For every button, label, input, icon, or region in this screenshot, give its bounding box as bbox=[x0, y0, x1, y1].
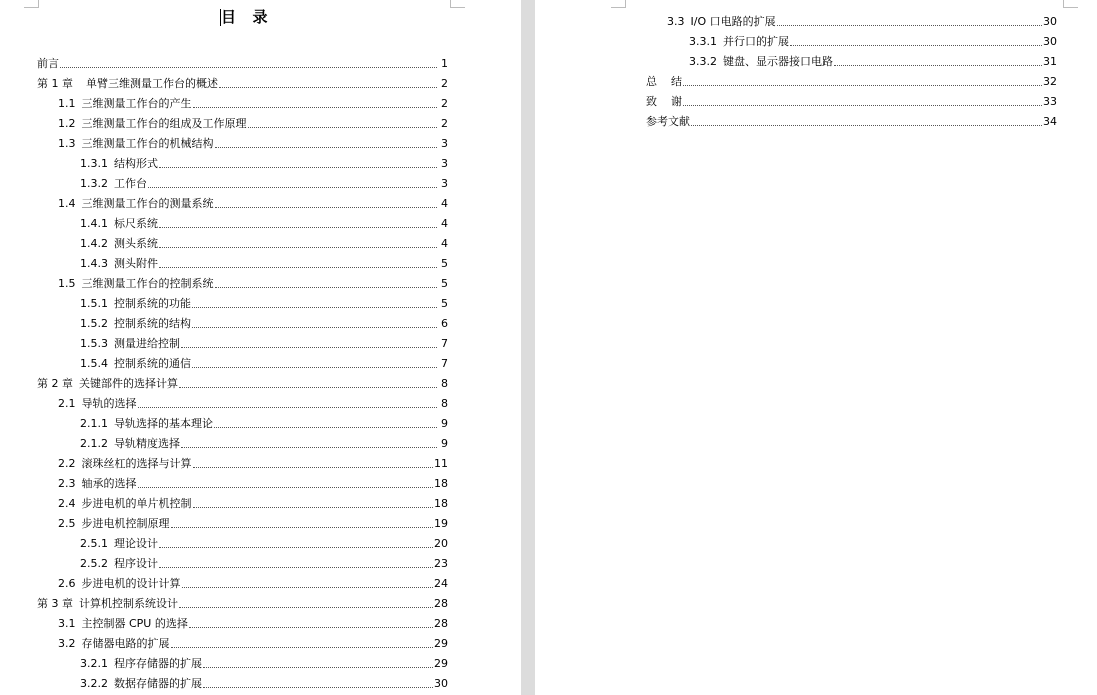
toc-entry[interactable] bbox=[37, 251, 448, 271]
toc-entry-title: 控制系统的通信 bbox=[114, 357, 191, 370]
toc-dot-leader bbox=[214, 427, 437, 428]
toc-entry-number: 2.3 bbox=[58, 477, 76, 490]
toc-entry-page-number: 32 bbox=[1043, 75, 1057, 88]
toc-entry-page-number: 5 bbox=[441, 297, 448, 310]
toc-entry-number: 1.3.2 bbox=[80, 177, 108, 190]
toc-dot-leader bbox=[215, 147, 438, 148]
toc-entry-page-number: 11 bbox=[434, 457, 448, 470]
toc-dot-leader bbox=[192, 327, 437, 328]
toc-dot-leader bbox=[193, 507, 434, 508]
toc-dot-leader bbox=[138, 407, 438, 408]
toc-entry-title: 单臂三维测量工作台的概述 bbox=[79, 77, 218, 90]
toc-dot-leader bbox=[193, 467, 434, 468]
toc-entry-number: 3.2 bbox=[58, 637, 76, 650]
toc-entry[interactable] bbox=[37, 451, 448, 471]
toc-entry[interactable] bbox=[37, 391, 448, 411]
toc-entry-title: I/O 口电路的扩展 bbox=[690, 15, 776, 28]
toc-entry-number: 1.5.2 bbox=[80, 317, 108, 330]
toc-entry-number: 3.3.2 bbox=[689, 55, 717, 68]
toc-entry-page-number: 18 bbox=[434, 477, 448, 490]
toc-entry-page-number: 30 bbox=[434, 677, 448, 690]
toc-entry-page-number: 30 bbox=[1043, 35, 1057, 48]
document-page-right bbox=[535, 0, 1097, 695]
page-margin-mark bbox=[24, 0, 39, 8]
toc-dot-leader bbox=[171, 527, 434, 528]
toc-entry[interactable] bbox=[37, 631, 448, 651]
toc-entry-number: 1.5.4 bbox=[80, 357, 108, 370]
toc-entry-title: 并行口的扩展 bbox=[723, 35, 789, 48]
toc-entry-page-number: 33 bbox=[1043, 95, 1057, 108]
toc-entry-page-number: 28 bbox=[434, 617, 448, 630]
toc-entry-title: 步进电机的设计计算 bbox=[81, 577, 181, 590]
toc-entry-number: 3.2.1 bbox=[80, 657, 108, 670]
toc-entry-title: 三维测量工作台的组成及工作原理 bbox=[81, 117, 247, 130]
toc-entry-number: 2.1 bbox=[58, 397, 76, 410]
toc-entry-page-number: 8 bbox=[441, 397, 448, 410]
toc-entry[interactable] bbox=[37, 271, 448, 291]
toc-entry-number: 1.3 bbox=[58, 137, 76, 150]
toc-entry-title: 测量进给控制 bbox=[114, 337, 180, 350]
toc-entry-number: 3.3 bbox=[667, 15, 685, 28]
toc-dot-leader bbox=[219, 87, 437, 88]
toc-dot-leader bbox=[834, 65, 1042, 66]
toc-entry-page-number: 6 bbox=[441, 317, 448, 330]
toc-entry-number: 2.6 bbox=[58, 577, 76, 590]
toc-entry-number: 1.4 bbox=[58, 197, 76, 210]
toc-entry-number: 3.3.1 bbox=[689, 35, 717, 48]
toc-entry-page-number: 4 bbox=[441, 217, 448, 230]
toc-entry-page-number: 4 bbox=[441, 197, 448, 210]
toc-dot-leader bbox=[203, 667, 433, 668]
toc-dot-leader bbox=[193, 107, 438, 108]
toc-entry[interactable] bbox=[37, 511, 448, 531]
page-margin-mark bbox=[450, 0, 465, 8]
toc-entry-title: 步进电机控制原理 bbox=[81, 517, 170, 530]
toc-entry-title: 控制系统的功能 bbox=[114, 297, 191, 310]
toc-entry-title: 程序设计 bbox=[114, 557, 158, 570]
toc-entry[interactable] bbox=[37, 531, 448, 551]
toc-entry[interactable] bbox=[646, 89, 1057, 109]
toc-entry-title: 轴承的选择 bbox=[81, 477, 137, 490]
toc-entry[interactable] bbox=[37, 131, 448, 151]
toc-entry-title: 导轨选择的基本理论 bbox=[114, 417, 213, 430]
toc-entry-page-number: 3 bbox=[441, 177, 448, 190]
page-margin-mark bbox=[611, 0, 626, 8]
toc-entry-number: 2.5 bbox=[58, 517, 76, 530]
toc-entry-title: 理论设计 bbox=[114, 537, 158, 550]
toc-entry[interactable] bbox=[37, 311, 448, 331]
toc-entry-number: 第 3 章 bbox=[37, 597, 73, 610]
toc-dot-leader bbox=[189, 627, 433, 628]
toc-entry-title: 关键部件的选择计算 bbox=[79, 377, 178, 390]
toc-entry-number: 1.1 bbox=[58, 97, 76, 110]
toc-entry-title: 滚珠丝杠的选择与计算 bbox=[81, 457, 192, 470]
toc-entry-page-number: 2 bbox=[441, 77, 448, 90]
toc-entry[interactable] bbox=[37, 491, 448, 511]
toc-dot-leader bbox=[159, 247, 437, 248]
toc-entry[interactable] bbox=[37, 431, 448, 451]
toc-dot-leader bbox=[181, 347, 437, 348]
toc-entry-page-number: 3 bbox=[441, 157, 448, 170]
toc-entry[interactable] bbox=[37, 111, 448, 131]
toc-dot-leader bbox=[159, 167, 437, 168]
toc-entry[interactable] bbox=[37, 611, 448, 631]
toc-dot-leader bbox=[215, 207, 438, 208]
toc-dot-leader bbox=[691, 125, 1042, 126]
toc-entry-title: 工作台 bbox=[114, 177, 147, 190]
toc-dot-leader bbox=[182, 587, 434, 588]
toc-entry-number: 3.2.2 bbox=[80, 677, 108, 690]
toc-entry[interactable] bbox=[646, 29, 1057, 49]
toc-entry-page-number: 4 bbox=[441, 237, 448, 250]
toc-entry[interactable] bbox=[37, 651, 448, 671]
toc-list bbox=[37, 51, 448, 691]
toc-dot-leader bbox=[60, 67, 437, 68]
toc-entry-number: 1.5.3 bbox=[80, 337, 108, 350]
toc-entry-title: 存储器电路的扩展 bbox=[81, 637, 170, 650]
toc-dot-leader bbox=[192, 307, 437, 308]
toc-dot-leader bbox=[790, 45, 1042, 46]
toc-entry-number: 1.2 bbox=[58, 117, 76, 130]
toc-entry-title: 标尺系统 bbox=[114, 217, 158, 230]
toc-entry-number: 1.5.1 bbox=[80, 297, 108, 310]
toc-entry-title: 测头系统 bbox=[114, 237, 158, 250]
toc-entry[interactable] bbox=[37, 411, 448, 431]
toc-entry[interactable] bbox=[37, 171, 448, 191]
toc-entry-number: 第 2 章 bbox=[37, 377, 73, 390]
toc-entry-page-number: 9 bbox=[441, 437, 448, 450]
toc-entry-title: 三维测量工作台的机械结构 bbox=[81, 137, 214, 150]
toc-entry[interactable] bbox=[37, 371, 448, 391]
toc-entry-title: 前言 bbox=[37, 57, 59, 70]
toc-entry-page-number: 2 bbox=[441, 97, 448, 110]
toc-entry[interactable] bbox=[37, 351, 448, 371]
toc-entry-title: 三维测量工作台的测量系统 bbox=[81, 197, 214, 210]
toc-entry-number: 3.1 bbox=[58, 617, 76, 630]
toc-entry[interactable] bbox=[37, 291, 448, 311]
toc-entry[interactable] bbox=[37, 51, 448, 71]
toc-entry-title: 主控制器 CPU 的选择 bbox=[81, 617, 188, 630]
toc-entry-title: 控制系统的结构 bbox=[114, 317, 191, 330]
toc-entry-number: 1.4.2 bbox=[80, 237, 108, 250]
toc-entry-page-number: 9 bbox=[441, 417, 448, 430]
toc-entry-number: 2.1.1 bbox=[80, 417, 108, 430]
toc-entry-title: 程序存储器的扩展 bbox=[114, 657, 202, 670]
toc-entry[interactable] bbox=[646, 69, 1057, 89]
toc-dot-leader bbox=[777, 25, 1042, 26]
toc-entry-title: 导轨精度选择 bbox=[114, 437, 180, 450]
toc-dot-leader bbox=[683, 85, 1042, 86]
toc-entry-page-number: 19 bbox=[434, 517, 448, 530]
toc-entry-page-number: 5 bbox=[441, 277, 448, 290]
toc-entry-number: 1.3.1 bbox=[80, 157, 108, 170]
toc-entry[interactable] bbox=[37, 231, 448, 251]
toc-dot-leader bbox=[179, 607, 433, 608]
toc-entry-number: 2.2 bbox=[58, 457, 76, 470]
toc-dot-leader bbox=[159, 547, 433, 548]
toc-dot-leader bbox=[179, 387, 437, 388]
toc-entry-page-number: 8 bbox=[441, 377, 448, 390]
toc-entry[interactable] bbox=[37, 671, 448, 691]
toc-entry-title: 结构形式 bbox=[114, 157, 158, 170]
toc-entry-number: 2.5.1 bbox=[80, 537, 108, 550]
toc-entry[interactable] bbox=[37, 71, 448, 91]
toc-entry-number: 2.1.2 bbox=[80, 437, 108, 450]
toc-dot-leader bbox=[148, 187, 437, 188]
toc-list bbox=[646, 9, 1057, 129]
toc-entry-page-number: 5 bbox=[441, 257, 448, 270]
toc-dot-leader bbox=[171, 647, 434, 648]
toc-entry[interactable] bbox=[37, 571, 448, 591]
toc-entry-title: 键盘、显示器接口电路 bbox=[723, 55, 833, 68]
toc-entry-page-number: 28 bbox=[434, 597, 448, 610]
toc-entry-title: 参考文献 bbox=[646, 115, 690, 128]
toc-entry[interactable] bbox=[37, 551, 448, 571]
document-page-left bbox=[0, 0, 521, 695]
toc-dot-leader bbox=[203, 687, 433, 688]
toc-dot-leader bbox=[248, 127, 438, 128]
toc-entry-number: 2.4 bbox=[58, 497, 76, 510]
toc-entry-number: 2.5.2 bbox=[80, 557, 108, 570]
toc-entry-page-number: 7 bbox=[441, 357, 448, 370]
toc-title[interactable]: 目 录 bbox=[221, 8, 270, 26]
toc-dot-leader bbox=[138, 487, 434, 488]
toc-entry[interactable] bbox=[37, 191, 448, 211]
toc-entry-page-number: 29 bbox=[434, 657, 448, 670]
toc-dot-leader bbox=[683, 105, 1042, 106]
toc-entry-page-number: 31 bbox=[1043, 55, 1057, 68]
toc-entry-title: 三维测量工作台的控制系统 bbox=[81, 277, 214, 290]
toc-entry-title: 致 谢 bbox=[646, 95, 682, 108]
toc-entry-page-number: 2 bbox=[441, 117, 448, 130]
toc-entry-page-number: 1 bbox=[441, 57, 448, 70]
toc-entry-title: 总 结 bbox=[646, 75, 682, 88]
toc-dot-leader bbox=[159, 227, 437, 228]
toc-entry-title: 步进电机的单片机控制 bbox=[81, 497, 192, 510]
toc-entry[interactable] bbox=[646, 49, 1057, 69]
toc-entry-number: 1.5 bbox=[58, 277, 76, 290]
toc-entry-page-number: 3 bbox=[441, 137, 448, 150]
toc-entry[interactable] bbox=[37, 591, 448, 611]
toc-entry-title: 导轨的选择 bbox=[81, 397, 137, 410]
toc-entry-title: 计算机控制系统设计 bbox=[79, 597, 178, 610]
toc-entry-number: 1.4.1 bbox=[80, 217, 108, 230]
toc-entry-title: 数据存储器的扩展 bbox=[114, 677, 202, 690]
toc-entry-page-number: 20 bbox=[434, 537, 448, 550]
toc-entry-number: 1.4.3 bbox=[80, 257, 108, 270]
toc-entry[interactable] bbox=[646, 9, 1057, 29]
toc-entry-page-number: 34 bbox=[1043, 115, 1057, 128]
toc-entry[interactable] bbox=[37, 151, 448, 171]
toc-dot-leader bbox=[215, 287, 438, 288]
toc-entry-title: 测头附件 bbox=[114, 257, 158, 270]
toc-entry-page-number: 18 bbox=[434, 497, 448, 510]
toc-entry-page-number: 7 bbox=[441, 337, 448, 350]
toc-entry[interactable] bbox=[37, 471, 448, 491]
page-margin-mark bbox=[1063, 0, 1078, 8]
toc-dot-leader bbox=[159, 267, 437, 268]
page-gap bbox=[521, 0, 535, 695]
toc-entry[interactable] bbox=[37, 211, 448, 231]
toc-entry-title: 三维测量工作台的产生 bbox=[81, 97, 192, 110]
toc-entry-page-number: 30 bbox=[1043, 15, 1057, 28]
toc-entry[interactable] bbox=[37, 91, 448, 111]
toc-entry-page-number: 24 bbox=[434, 577, 448, 590]
toc-dot-leader bbox=[192, 367, 437, 368]
toc-dot-leader bbox=[181, 447, 437, 448]
toc-entry-page-number: 29 bbox=[434, 637, 448, 650]
toc-entry[interactable] bbox=[37, 331, 448, 351]
toc-entry-page-number: 23 bbox=[434, 557, 448, 570]
toc-dot-leader bbox=[159, 567, 433, 568]
toc-entry-number: 第 1 章 bbox=[37, 77, 73, 90]
toc-entry[interactable] bbox=[646, 109, 1057, 129]
